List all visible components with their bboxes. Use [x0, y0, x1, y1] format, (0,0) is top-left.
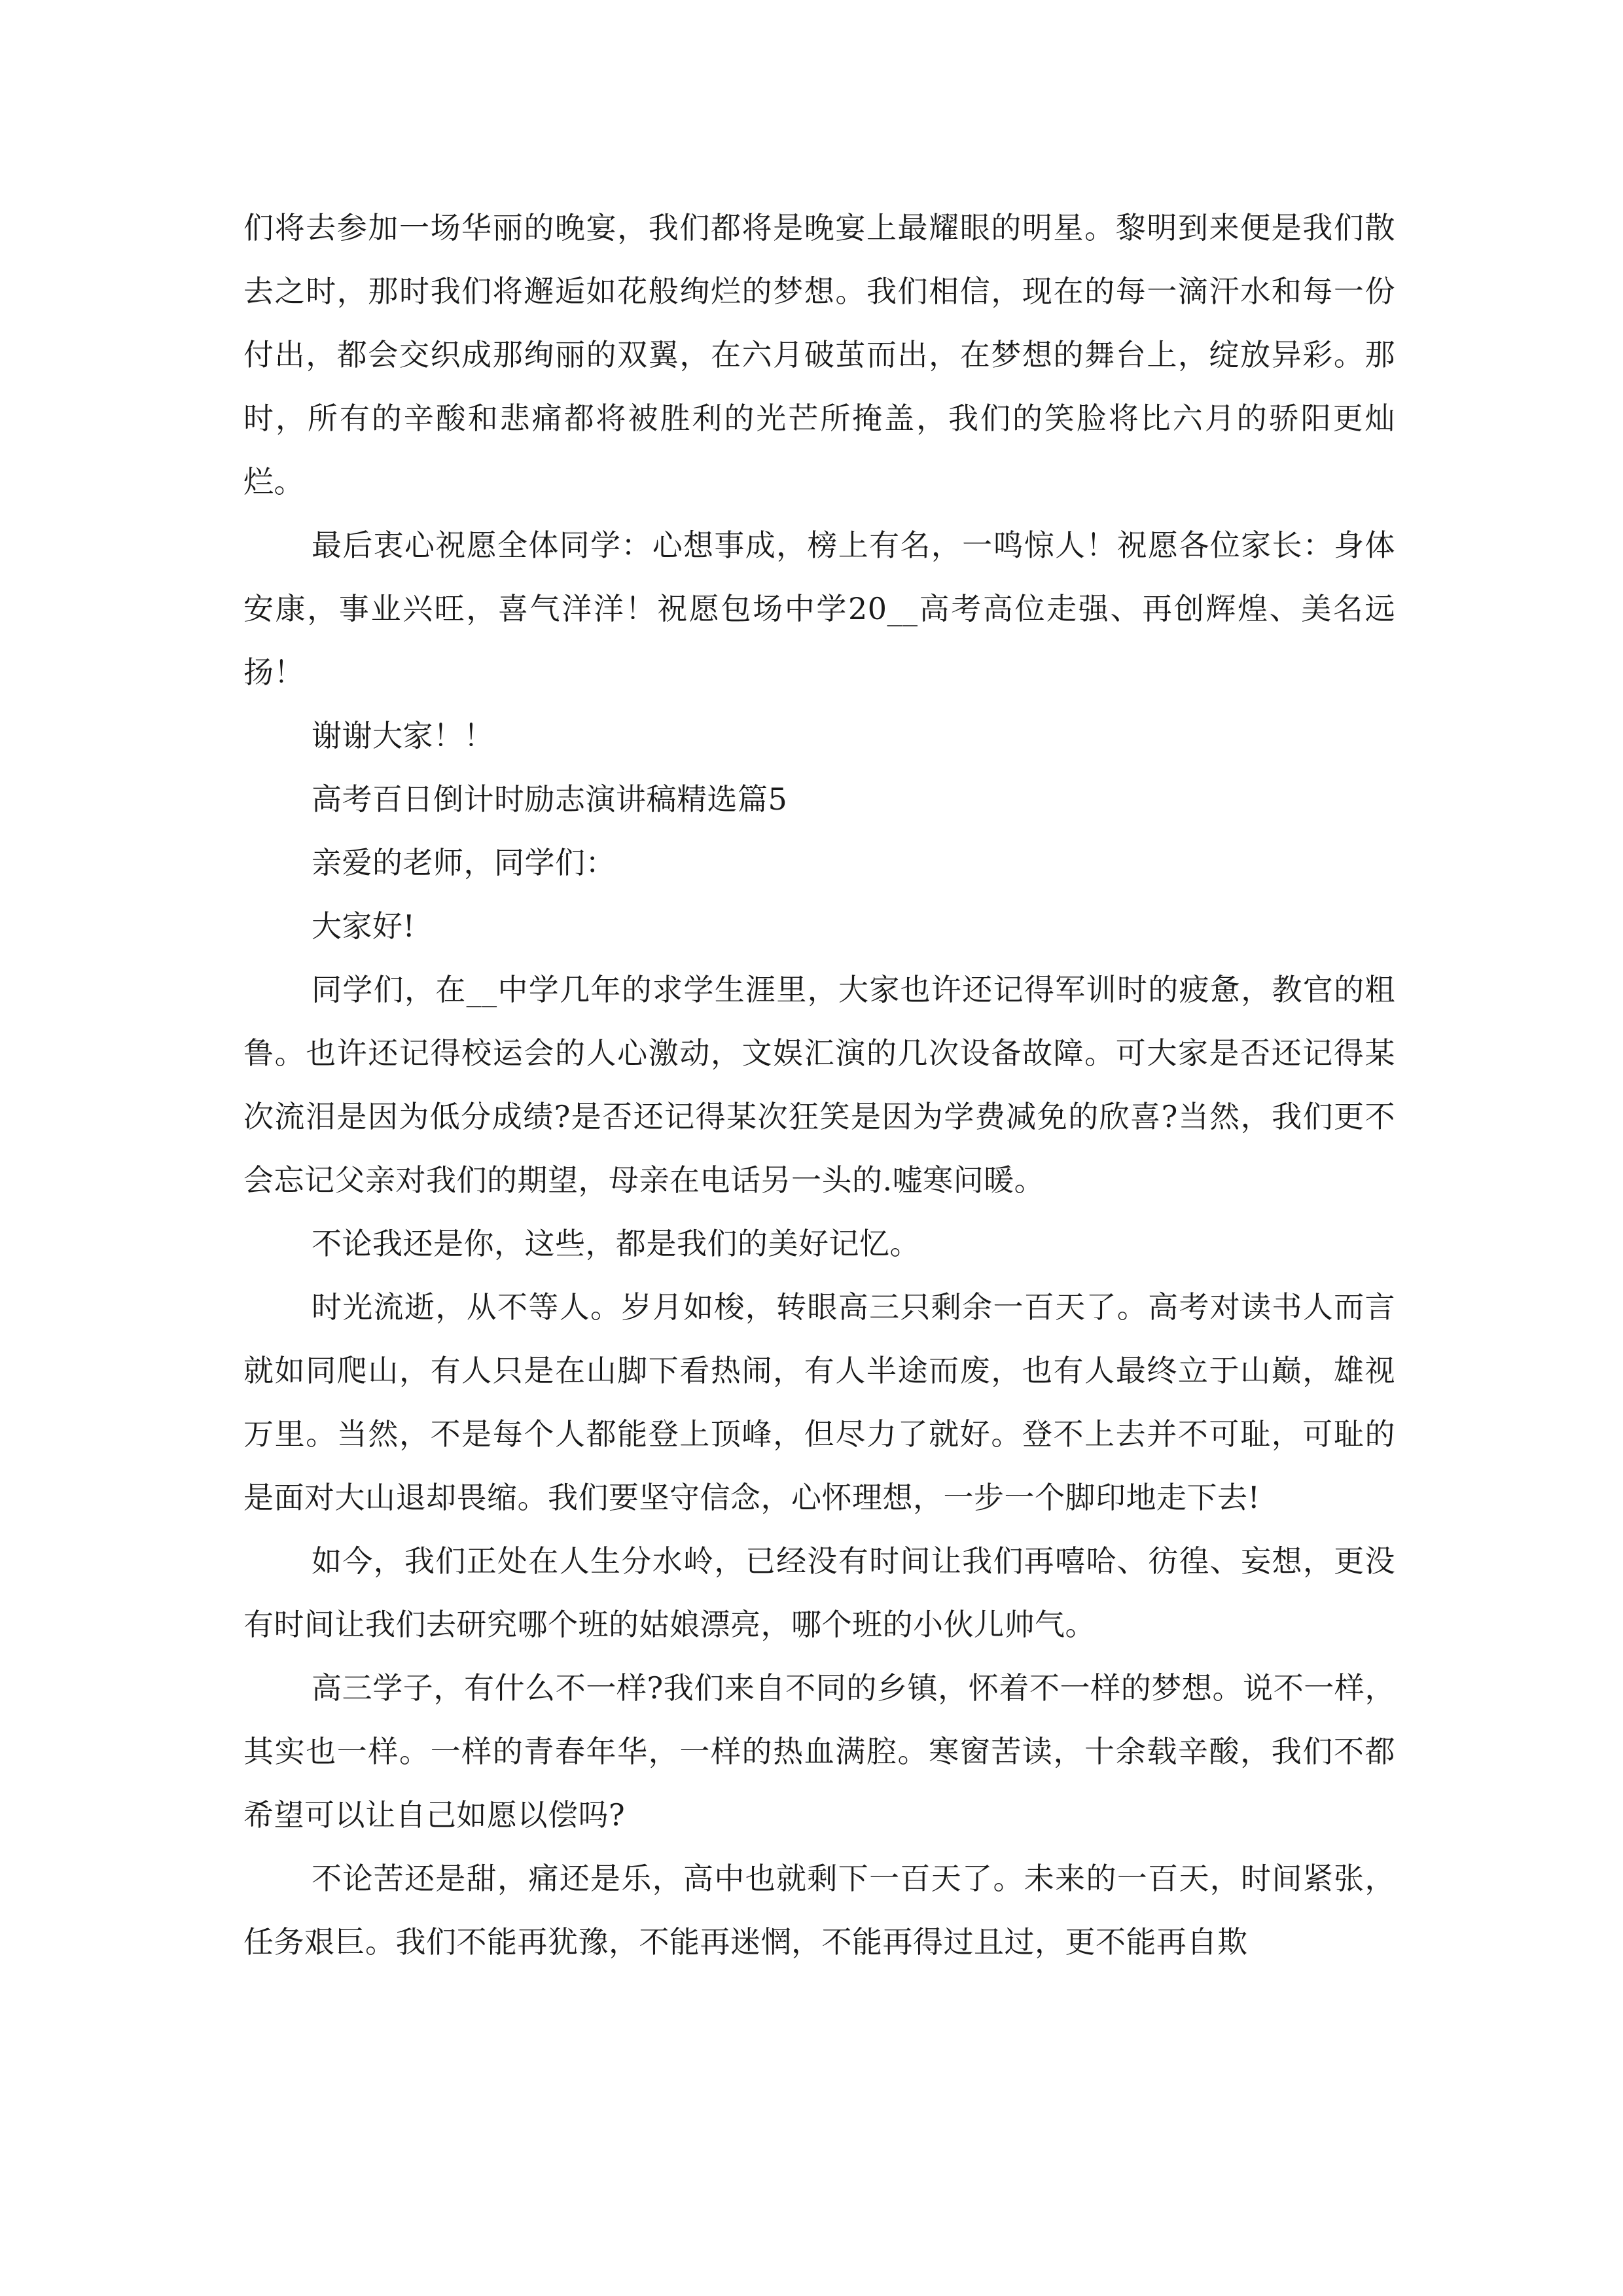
greeting: 大家好!	[312, 908, 416, 944]
paragraph-shared-memories: 不论我还是你，这些，都是我们的美好记忆。	[312, 1226, 920, 1261]
paragraph-hundred-days: 不论苦还是甜，痛还是乐，高中也就剩下一百天了。未来的一百天，时间紧张，任务艰巨。我们不能再犹豫，不能再迷惘，不能再得过且过，更不能再自欺	[243, 1861, 1395, 1960]
section-title: 高考百日倒计时励志演讲稿精选篇5	[312, 781, 788, 817]
paragraph-memories: 同学们，在__中学几年的求学生涯里，大家也许还记得军训时的疲惫，教官的粗鲁。也许还记得校运会的人心激动，文娱汇演的几次设备故障。可大家是否还记得某次流泪是因为低分成绩?是否还记得某次狂笑是因为学费减免的欣喜?当然，我们更不会忘记父亲对我们的期望，母亲在电话另一头的.嘘寒问暖。	[243, 972, 1395, 1198]
document-body	[243, 196, 1395, 1974]
paragraph-senior-students: 高三学子，有什么不一样?我们来自不同的乡镇，怀着不一样的梦想。说不一样，其实也一样。一样的青春年华，一样的热血满腔。寒窗苦读，十余载辛酸，我们不都希望可以让自己如愿以偿吗?	[243, 1670, 1395, 1833]
paragraph-continuation: 们将去参加一场华丽的晚宴，我们都将是晚宴上最耀眼的明星。黎明到来便是我们散去之时，那时我们将邂逅如花般绚烂的梦想。我们相信，现在的每一滴汗水和每一份付出，都会交织成那绚丽的双翼，在六月破茧而出，在梦想的舞台上，绽放异彩。那时，所有的辛酸和悲痛都将被胜利的光芒所掩盖，我们的笑脸将比六月的骄阳更灿烂。	[243, 210, 1395, 499]
paragraph-watershed: 如今，我们正处在人生分水岭，已经没有时间让我们再嘻哈、彷徨、妄想，更没有时间让我们去研究哪个班的姑娘漂亮，哪个班的小伙儿帅气。	[243, 1543, 1395, 1642]
salutation: 亲爱的老师，同学们：	[312, 845, 616, 880]
paragraph-thanks: 谢谢大家！！	[312, 718, 494, 753]
paragraph-time-flies: 时光流逝，从不等人。岁月如梭，转眼高三只剩余一百天了。高考对读书人而言就如同爬山，有人只是在山脚下看热闹，有人半途而废，也有人最终立于山巅，雄视万里。当然，不是每个人都能登上顶峰，但尽力了就好。登不上去并不可耻，可耻的是面对大山退却畏缩。我们要坚守信念，心怀理想，一步一个脚印地走下去!	[243, 1289, 1395, 1515]
paragraph-blessing: 最后衷心祝愿全体同学：心想事成，榜上有名，一鸣惊人！祝愿各位家长：身体安康，事业兴旺，喜气洋洋！祝愿包场中学20__高考高位走强、再创辉煌、美名远扬！	[243, 528, 1395, 690]
